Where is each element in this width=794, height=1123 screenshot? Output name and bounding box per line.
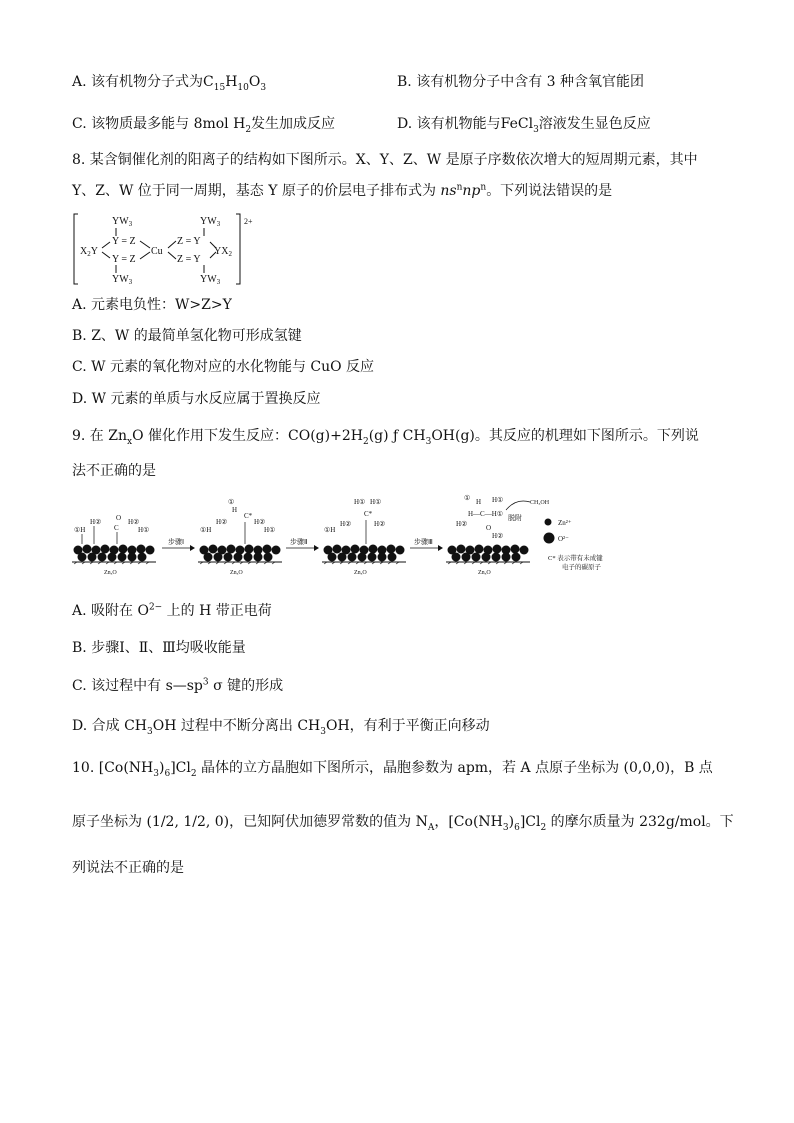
svg-text:H②: H② — [90, 518, 102, 526]
legend-o: O²⁻ — [558, 535, 569, 543]
complex-charge: 2+ — [244, 217, 253, 226]
svg-text:H①: H① — [138, 526, 150, 534]
legend-c-line1: C* 表示带有未成键 — [548, 555, 603, 562]
svg-text:H②: H② — [374, 520, 386, 528]
q8-stem-line2: Y、Z、W 位于同一周期，基态 Y 原子的价层电子排布式为 $ns^nnp^n$。下列说法错误的是 — [72, 182, 613, 199]
q8-option-d: D. W 元素的单质与水反应属于置换反应 — [72, 391, 321, 407]
q9-option-c: C. 该过程中有 $s—sp^3$ σ 键的形成 — [72, 677, 284, 694]
q9-option-d: D. 合成 $CH_3OH$ 过程中不断分离出 $CH_3OH$，有利于平衡正向移动 — [72, 718, 490, 737]
svg-text:H: H — [232, 506, 238, 514]
q8-option-a: A. 元素电负性：W>Z>Y — [72, 297, 232, 313]
svg-text:①: ① — [228, 498, 235, 506]
svg-text:H: H — [476, 498, 482, 506]
copper-center: Cu — [151, 246, 163, 257]
svg-text:C*: C* — [364, 510, 373, 518]
svg-text:H①: H① — [354, 498, 366, 506]
q9-option-b: B. 步骤Ⅰ、Ⅱ、Ⅲ均吸收能量 — [72, 640, 246, 656]
q8-option-b: B. Z、W 的最简单氢化物可形成氢键 — [72, 328, 302, 344]
zno-label-1: ZnₓO — [104, 570, 117, 576]
yw3-top-right: $YW_3$ — [200, 216, 221, 228]
q7-option-d: D. 该有机物能与FeCl$_3$溶液发生显色反应 — [397, 116, 651, 135]
yz-bottom-left: Y = Z — [112, 254, 136, 265]
svg-text:O: O — [116, 514, 122, 522]
zno-label-3: ZnₓO — [354, 570, 367, 576]
ch3oh-label: CH₃OH — [530, 500, 550, 506]
svg-text:O: O — [486, 524, 492, 532]
step-3-label: 步骤Ⅲ — [414, 538, 433, 546]
svg-text:H①: H① — [264, 526, 276, 534]
q10-stem-line3: 列说法不正确的是 — [72, 860, 184, 876]
svg-text:H—C—H①: H—C—H① — [468, 510, 504, 518]
reaction-mechanism-figure — [72, 492, 632, 584]
zy-top-right: Z = Y — [177, 236, 201, 247]
zno-label-2: ZnₓO — [230, 570, 243, 576]
desorb-label: 脱附 — [508, 514, 522, 522]
svg-text:H①: H① — [370, 498, 382, 506]
zy-bottom-right: Z = Y — [177, 254, 201, 265]
q10-stem-line2: 原子坐标为 (1/2, 1/2, 0)，已知阿伏加德罗常数的值为 $N_A$，$[Co(NH_3)_6]Cl_2$ 的摩尔质量为 232g/mol。下 — [72, 814, 734, 833]
legend-c-line2: 电子的碳原子 — [562, 564, 601, 571]
q7-option-c: C. 该物质最多能与 8mol $H_2$发生加成反应 — [72, 116, 336, 135]
q7-option-a: A. 该有机物分子式为$C_{15}H_{10}O_3$ — [72, 74, 267, 93]
svg-text:C*: C* — [244, 512, 253, 520]
svg-text:H②: H② — [492, 532, 504, 540]
q10-stem-line1: 10. $[Co(NH_3)_6]Cl_2$ 晶体的立方晶胞如下图所示，晶胞参数为 apm，若 A 点原子坐标为 (0,0,0)，B 点 — [72, 760, 713, 779]
zno-label-4: ZnₓO — [478, 570, 491, 576]
yx2-right: $YX_2$ — [214, 246, 232, 258]
q7-option-b: B. 该有机物分子中含有 3 种含氧官能团 — [397, 74, 644, 90]
svg-text:H②: H② — [340, 520, 352, 528]
yw3-bottom-left: $YW_3$ — [112, 274, 133, 286]
svg-text:①: ① — [464, 494, 471, 502]
svg-text:C: C — [114, 524, 119, 532]
q9-option-a: A. 吸附在 $O^{2-}$ 上的 H 带正电荷 — [72, 602, 272, 619]
svg-text:H②: H② — [216, 518, 228, 526]
svg-text:①H: ①H — [324, 526, 336, 534]
x2y-left: $X_2Y$ — [80, 246, 98, 258]
q9-stem-line2: 法不正确的是 — [72, 463, 156, 479]
yw3-top-left: $YW_3$ — [112, 216, 133, 228]
svg-text:①H: ①H — [200, 526, 212, 534]
legend-zn: Zn²⁺ — [558, 519, 572, 527]
step-1-label: 步骤Ⅰ — [168, 538, 185, 546]
svg-text:H②: H② — [128, 518, 140, 526]
yz-top-left: Y = Z — [112, 236, 136, 247]
svg-text:H②: H② — [254, 518, 266, 526]
copper-complex-structure — [72, 210, 272, 288]
svg-text:H②: H② — [456, 520, 468, 528]
q8-option-c: C. W 元素的氧化物对应的水化物能与 CuO 反应 — [72, 359, 375, 375]
step-2-label: 步骤Ⅱ — [290, 538, 308, 546]
q9-stem-line1: 9. 在 $Zn_xO$ 催化作用下发生反应：$CO(g)+2H_2(g)$ ƒ $CH_3OH(g)$。其反应的机理如下图所示。下列说 — [72, 428, 699, 447]
svg-text:H①: H① — [492, 496, 504, 504]
q8-stem-line1: 8. 某含铜催化剂的阳离子的结构如下图所示。X、Y、Z、W 是原子序数依次增大的短周期元素，其中 — [72, 152, 698, 168]
yw3-bottom-right: $YW_3$ — [200, 274, 221, 286]
svg-text:①H: ①H — [74, 526, 86, 534]
